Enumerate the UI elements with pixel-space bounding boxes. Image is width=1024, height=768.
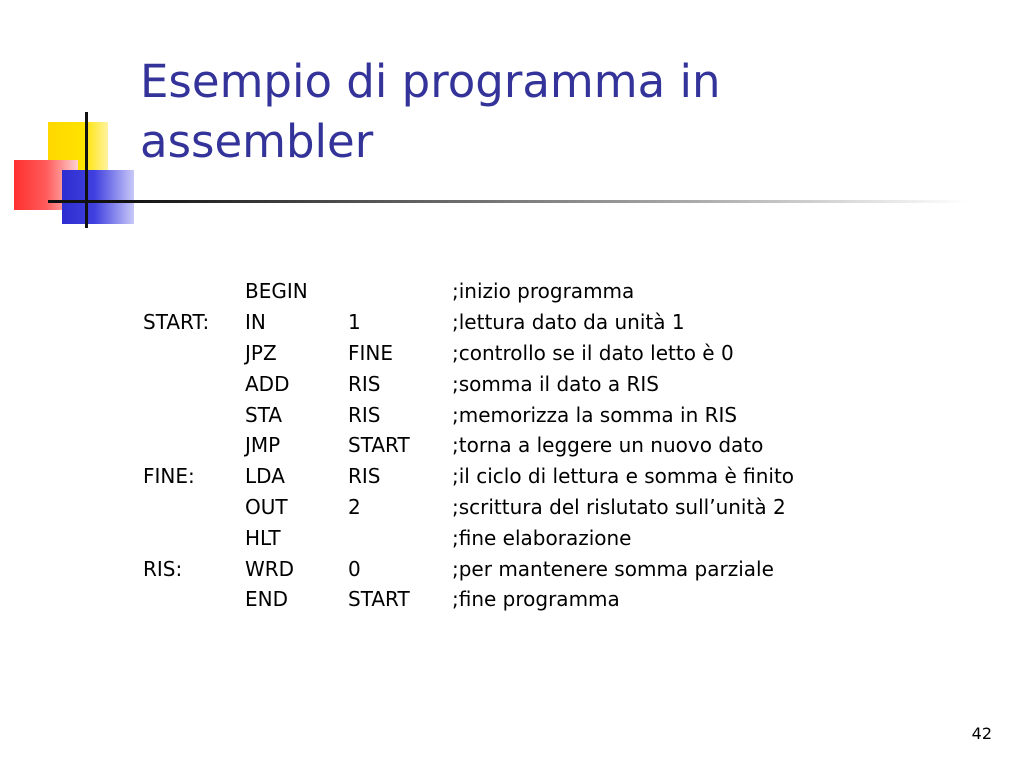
code-label <box>143 430 245 461</box>
code-operand: RIS <box>348 464 381 489</box>
code-comment: ;il ciclo di lettura e somma è finito <box>452 464 795 489</box>
code-opcode: OUT <box>245 494 288 519</box>
code-label: FINE: <box>143 464 195 489</box>
code-label <box>143 276 245 307</box>
code-operand <box>348 276 452 307</box>
code-line <box>143 399 794 430</box>
code-operand: FINE <box>348 340 393 365</box>
code-opcode: IN <box>245 310 266 335</box>
code-opcode: JPZ <box>245 340 277 365</box>
code-comment: ;per mantenere somma parziale <box>452 556 774 581</box>
code-opcode: JMP <box>245 433 281 458</box>
code-comment: ;memorizza la somma in RIS <box>452 402 738 427</box>
code-line <box>143 276 794 307</box>
code-opcode: END <box>245 587 288 612</box>
code-label <box>143 399 245 430</box>
code-operand: START <box>348 587 410 612</box>
code-label <box>143 338 245 369</box>
code-comment: ;fine programma <box>452 587 620 612</box>
code-comment: ;torna a leggere un nuovo dato <box>452 433 764 458</box>
code-operand <box>348 522 452 553</box>
code-opcode: WRD <box>245 556 295 581</box>
code-label <box>143 368 245 399</box>
code-opcode: BEGIN <box>245 279 308 304</box>
code-operand: 2 <box>348 494 361 519</box>
code-line <box>143 584 794 615</box>
code-label: START: <box>143 310 210 335</box>
code-label <box>143 492 245 523</box>
code-operand: RIS <box>348 402 381 427</box>
code-line <box>143 461 794 492</box>
code-opcode: STA <box>245 402 283 427</box>
code-label <box>143 584 245 615</box>
code-line <box>143 553 794 584</box>
page-number: 42 <box>971 724 992 743</box>
code-opcode: ADD <box>245 371 290 396</box>
vertical-divider-line <box>85 112 88 228</box>
code-operand: 1 <box>348 310 361 335</box>
title-underline <box>48 200 968 203</box>
code-comment: ;lettura dato da unità 1 <box>452 310 685 335</box>
code-operand: RIS <box>348 371 381 396</box>
blue-square <box>62 170 134 224</box>
code-opcode: HLT <box>245 525 281 550</box>
code-label: RIS: <box>143 556 183 581</box>
code-line <box>143 368 794 399</box>
code-comment: ;scrittura del rislutato sull’unità 2 <box>452 494 786 519</box>
slide-title: Esempio di programma in assembler <box>140 55 721 168</box>
code-line <box>143 522 794 553</box>
code-operand: 0 <box>348 556 361 581</box>
code-line <box>143 307 794 338</box>
code-comment: ;somma il dato a RIS <box>452 371 659 396</box>
code-comment: ;inizio programma <box>452 279 635 304</box>
code-label <box>143 522 245 553</box>
code-line <box>143 338 794 369</box>
code-line <box>143 492 794 523</box>
code-opcode: LDA <box>245 464 285 489</box>
code-comment: ;controllo se il dato letto è 0 <box>452 340 734 365</box>
code-comment: ;fine elaborazione <box>452 525 632 550</box>
code-operand: START <box>348 433 410 458</box>
assembler-program-listing <box>143 276 794 615</box>
code-line <box>143 430 794 461</box>
